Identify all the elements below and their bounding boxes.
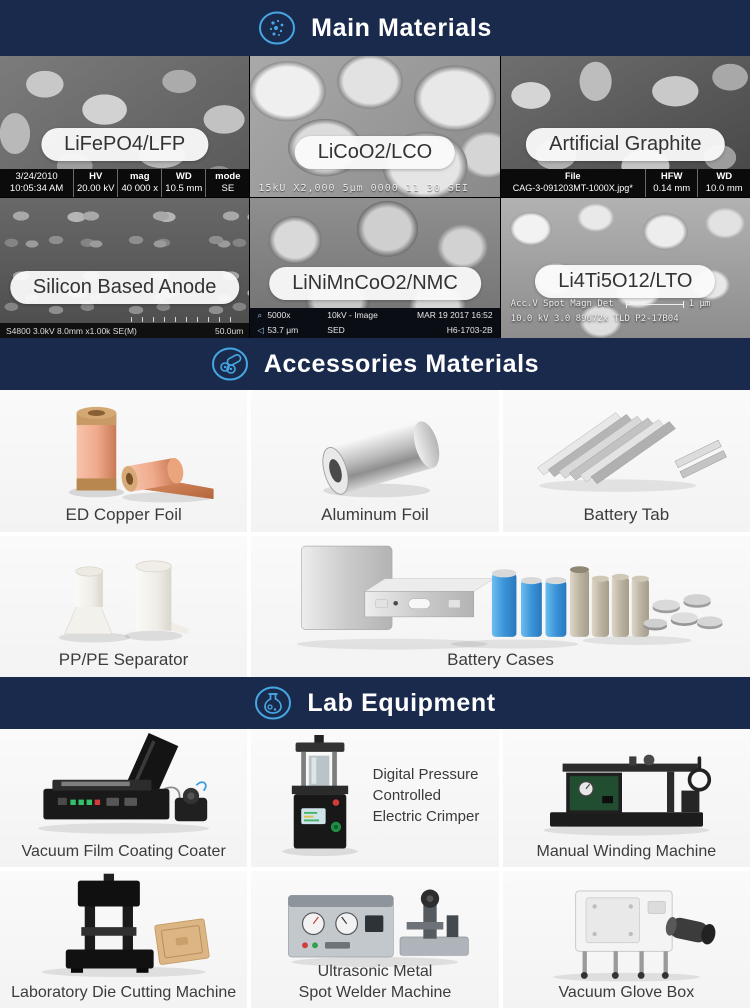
material-label-silicon: Silicon Based Anode <box>10 271 239 304</box>
equipment-card-winding-machine <box>503 729 750 867</box>
product-label: Aluminum Foil <box>321 505 429 524</box>
battery-tab-image <box>524 394 729 506</box>
sem-metadata-bar: ⌕ 5000x 10kV - Image MAR 19 2017 16:52 ◁ 53.7 μm SED H6-1703-2B <box>250 308 499 338</box>
product-label: Battery Cases <box>447 650 554 669</box>
sem-metadata-bar: S4800 3.0kV 8.0mm x1.00k SE(M) 50.0um <box>0 323 249 338</box>
section-header-accessories <box>0 338 750 390</box>
equipment-label: Manual Winding Machine <box>536 842 717 860</box>
winding-machine-image <box>519 733 734 841</box>
material-lto-image <box>501 198 750 339</box>
equipment-card-electric-crimper <box>251 729 498 867</box>
equipment-card-spot-welder <box>251 871 498 1008</box>
material-silicon-image <box>0 198 249 339</box>
separator-image <box>24 541 224 651</box>
sem-metadata-bar: File CAG-3-091203MT-1000X.jpg* HFW 0.14 mm WD 10.0 mm <box>501 169 750 197</box>
equipment-label: Ultrasonic Metal Spot Welder Machine <box>298 963 452 1002</box>
electric-crimper-image <box>271 735 369 857</box>
material-nmc-image <box>250 198 499 339</box>
material-label-nmc: LiNiMnCoO2/NMC <box>269 267 481 300</box>
main-materials-grid <box>0 56 750 338</box>
product-card-battery-cases <box>251 536 750 677</box>
equipment-card-coating-coater <box>0 729 247 867</box>
sem-scale-ticks <box>131 317 241 322</box>
sem-metadata-bar: 3/24/2010 10:05:34 AM HV 20.00 kV mag 40 000 x WD 10.5 mm mode SE <box>0 169 249 197</box>
equipment-card-die-cutting-machine <box>0 871 247 1008</box>
flask-icon <box>254 684 292 722</box>
product-label: ED Copper Foil <box>65 505 182 524</box>
product-card-copper-foil <box>0 390 247 532</box>
copper-foil-image <box>24 394 224 506</box>
magnifier-icon: ⌕ <box>257 310 263 320</box>
die-cutting-machine-image <box>16 872 231 984</box>
equipment-label: Laboratory Die Cutting Machine <box>11 984 237 1001</box>
product-card-battery-tab <box>503 390 750 532</box>
coating-coater-image <box>16 733 231 841</box>
product-card-aluminum-foil <box>251 390 498 532</box>
section-title-accessories: Accessories Materials <box>263 349 540 378</box>
fov-icon: ◁ <box>257 325 264 335</box>
section-header-lab-equipment <box>0 677 750 729</box>
section-title-lab-equipment: Lab Equipment <box>307 688 496 717</box>
battery-cases-image <box>266 537 736 655</box>
sem-annotation: 15kU X2,000 5μm 0000 11 30 SEI <box>258 182 469 194</box>
lab-equipment-grid <box>0 729 750 1008</box>
equipment-label: Vacuum Film Coating Coater <box>21 842 226 860</box>
spot-welder-image <box>265 872 485 972</box>
material-label-lifepo4: LiFePO4/LFP <box>41 128 208 161</box>
equipment-label: Vacuum Glove Box <box>558 984 695 1001</box>
section-title-main-materials: Main Materials <box>311 13 492 42</box>
aluminum-foil-image <box>275 394 475 506</box>
material-label-graphite: Artificial Graphite <box>526 128 724 161</box>
battery-cells-icon <box>211 345 249 383</box>
equipment-card-glove-box <box>503 871 750 1008</box>
material-lifepo4-image <box>0 56 249 197</box>
material-label-lto: Li4Ti5O12/LTO <box>535 265 715 298</box>
equipment-label: Digital Pressure Controlled Electric Crimper <box>372 766 480 826</box>
sem-scale-bar <box>626 301 684 308</box>
product-label: Battery Tab <box>583 505 670 524</box>
material-graphite-image <box>501 56 750 197</box>
product-label: PP/PE Separator <box>58 650 189 669</box>
particles-icon <box>258 9 296 47</box>
section-header-main-materials <box>0 0 750 56</box>
material-licoo2-image <box>250 56 499 197</box>
product-card-separator <box>0 536 247 677</box>
material-label-licoo2: LiCoO2/LCO <box>295 136 456 169</box>
sem-annotation: Acc.V Spot Magn Det 1 μm 10.0 kV 3.0 89672x TLD P2-17B04 <box>510 299 711 324</box>
accessories-grid <box>0 390 750 677</box>
glove-box-image <box>519 872 734 984</box>
